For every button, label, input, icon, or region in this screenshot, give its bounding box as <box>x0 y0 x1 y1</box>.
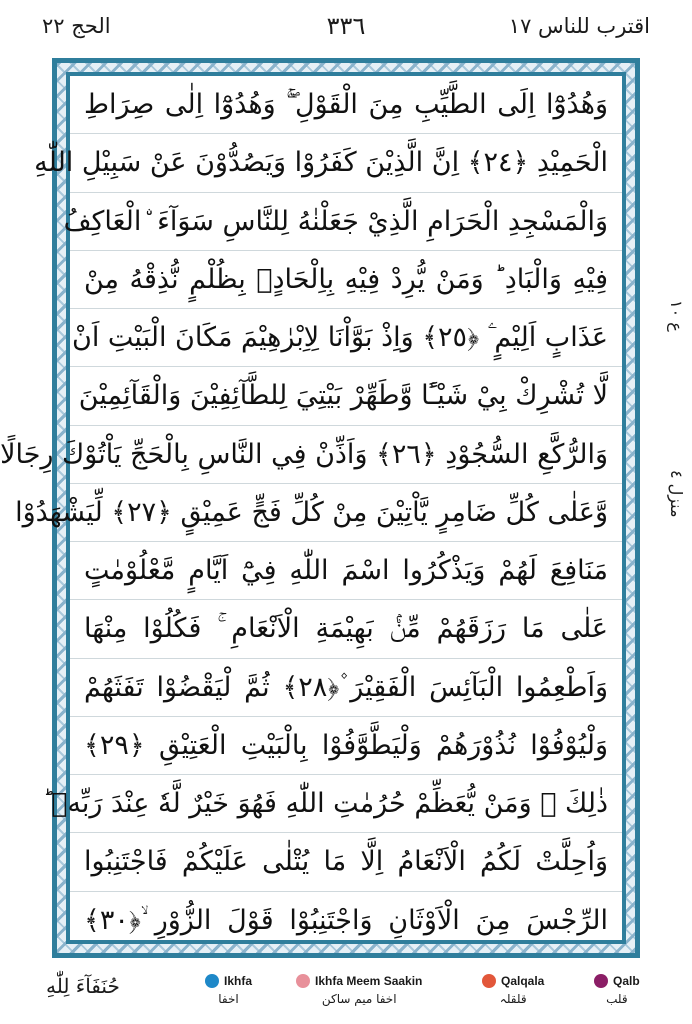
text-line: الرِّجْسَ مِنَ الْاَوْثَانِ وَاجْتَنِبُوْا قَوْلَ الزُّوْرِ ۙ﴿٣٠﴾ <box>84 904 608 936</box>
legend-ikhfa <box>205 974 252 1006</box>
text-line: الْحَمِيْدِ ﴿٢٤﴾ اِنَّ الَّذِيْنَ كَفَرُوْا وَيَصُدُّوْنَ عَنْ سَبِيْلِ اللّٰهِ <box>70 134 622 192</box>
legend-label: Ikhfa <box>224 974 253 988</box>
legend-qalb <box>594 974 640 1006</box>
legend-qalqala <box>482 974 544 1006</box>
page-header <box>0 0 692 54</box>
page-frame <box>0 58 640 958</box>
text-line: وَهُدُوْٓا اِلَى الطَّيِّبِ مِنَ الْقَوْلِ ۚۖ وَهُدُوْٓا اِلٰى صِرَاطِ <box>70 76 622 134</box>
legend-label: Qalqala <box>501 974 545 988</box>
legend-label: Ikhfa Meem Saakin <box>315 974 423 988</box>
text-line: عَذَابٍ اَلِيْمٍ ۧ ﴿٢٥﴾ وَاِذْ بَوَّاْنَا لِاِبْرٰهِيْمَ مَكَانَ الْبَيْتِ اَنْ <box>70 309 622 367</box>
legend-sub: قلقلہ <box>499 992 527 1006</box>
qalqala-color-dot <box>482 974 496 988</box>
ikhfa-meem-color-dot <box>296 974 310 988</box>
text-line: وَلْيُوْفُوْا نُذُوْرَهُمْ وَلْيَطَّوَّفُوْا بِالْبَيْتِ الْعَتِيْقِ ﴿٢٩﴾ <box>70 717 622 775</box>
page-number: ٣٣٦ <box>326 12 366 40</box>
legend-ikhfa-meem-saakin <box>296 974 422 1006</box>
page-footer <box>0 962 692 1024</box>
text-line: وَاُحِلَّتْ لَكُمُ الْاَنْعَامُ اِلَّا مَا يُتْلٰى عَلَيْكُمْ فَاجْتَنِبُوا <box>70 833 622 891</box>
legend-sub: اخفا <box>218 992 239 1006</box>
quran-text-area <box>0 76 622 940</box>
text-line: وَاَطْعِمُوا الْبَآئِسَ الْفَقِيْرَ ۫﴿٢٨﴾ ثُمَّ لْيَقْضُوْا تَفَثَهُمْ <box>70 659 622 717</box>
qalb-color-dot <box>594 974 608 988</box>
text-line: وَالْمَسْجِدِ الْحَرَامِ الَّذِيْ جَعَلْنٰهُ لِلنَّاسِ سَوَآءَ ۨالْعَاكِفُ <box>70 193 622 251</box>
legend-sub: قلب <box>606 992 628 1006</box>
catchword: حُنَفَآءَ لِلّٰهِ <box>46 974 120 998</box>
manzil-marker: منزل ٤ <box>667 470 686 518</box>
text-line: لَّا تُشْرِكْ بِيْ شَيْـًٔا وَّطَهِّرْ بَيْتِيَ لِلطَّآئِفِيْنَ وَالْقَآئِمِيْنَ <box>70 367 622 425</box>
ruku-marker: ع ١٠ <box>667 300 686 332</box>
legend-label: Qalb <box>613 974 640 988</box>
legend-sub: اخفا میم ساکن <box>321 992 397 1006</box>
text-line: ذٰلِكَ ۗ وَمَنْ يُّعَظِّمْ حُرُمٰتِ اللّٰهِ فَهُوَ خَيْرٌ لَّهٗ عِنْدَ رَبِّهٖ ؕ <box>70 775 622 833</box>
text-line: مَنَافِعَ لَهُمْ وَيَذْكُرُوا اسْمَ اللّٰهِ فِيْٓ اَيَّامٍ مَّعْلُوْمٰتٍ <box>70 542 622 600</box>
surah-name: الحج ٢٢ <box>42 14 111 38</box>
text-line: فِيْهِ وَالْبَادِ ؕ وَمَنْ يُّرِدْ فِيْهِ بِاِلْحَادٍۢ بِظُلْمٍ نُّذِقْهُ مِنْ <box>70 251 622 309</box>
text-line: وَالرُّكَّعِ السُّجُوْدِ ﴿٢٦﴾ وَاَذِّنْ فِي النَّاسِ بِالْحَجِّ يَاْتُوْكَ رِجَالًا <box>70 426 622 484</box>
ikhfa-color-dot <box>205 974 219 988</box>
text-line: عَلٰى مَا رَزَقَهُمْ مِّنْۢ بَهِيْمَةِ الْاَنْعَامِ ۚ فَكُلُوْا مِنْهَا <box>70 600 622 658</box>
text-line: وَّعَلٰى كُلِّ ضَامِرٍ يَّاْتِيْنَ مِنْ كُلِّ فَجٍّ عَمِيْقٍ ﴿٢٧﴾ لِّيَشْهَدُوْا <box>70 484 622 542</box>
juz-name: اقترب للناس ١٧ <box>508 14 650 38</box>
